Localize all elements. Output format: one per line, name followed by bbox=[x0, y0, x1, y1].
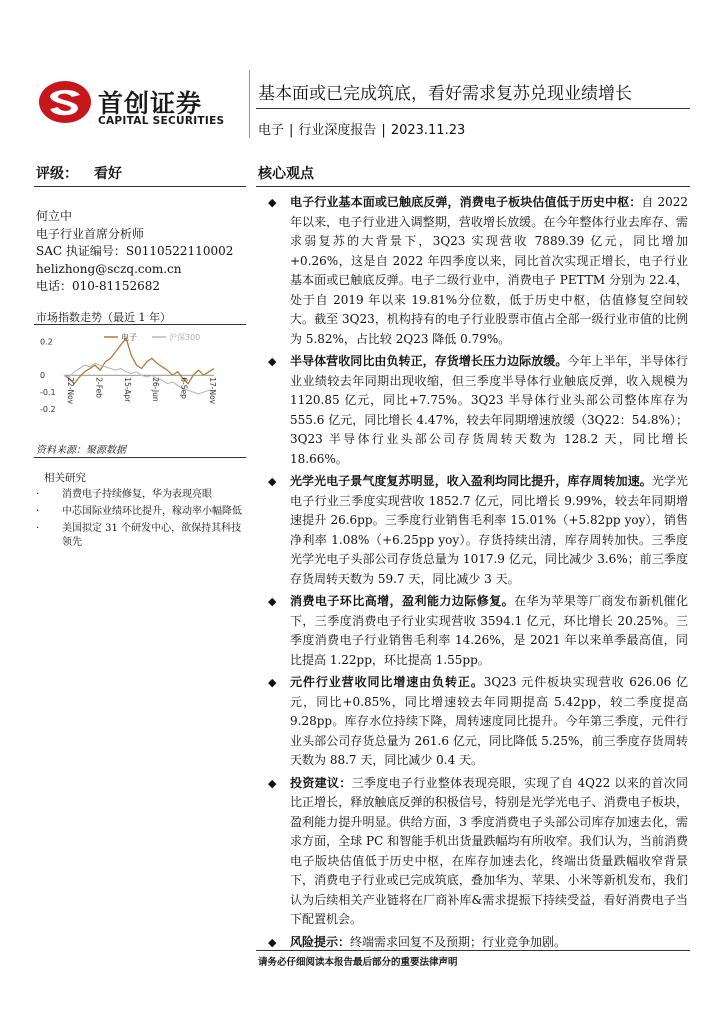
report-subtitle bbox=[258, 119, 465, 138]
diamond-bullet-icon: ◆ bbox=[268, 595, 277, 608]
company-logo-mark bbox=[38, 80, 92, 124]
core-view-body: 终端需求回复不及预期；行业竞争加剧。 bbox=[350, 934, 567, 949]
chart-y-tick-label: 0 bbox=[40, 371, 46, 381]
company-name-en: CAPITAL SECURITIES bbox=[98, 115, 225, 127]
core-view-body: 三季度电子行业整体表现亮眼，实现了自 4Q22 以来的首次同比正增长，释放触底反弹的积极信号，特别是光学光电子、消费电子板块，盈利能力提升明显。供给方面，3 季度消费电子头部公司库存加速去化，需求方面，全球 PC 和智能手机出货量跌幅均有所收窄。我们认为，当前消费电子版块估值低于历史中枢，在库存加速去化，终端出货量跌幅收窄背景下，消费电子行业或已完成筑底，叠加华为、苹果、小米等新机发布，我们认为后续相关产业链将在厂商补库&需求提振下持续受益，看好消费电子当下配置机会。 bbox=[290, 775, 688, 926]
core-view-body: 今年上半年，半导体行业业绩较去年同期出现收缩，但三季度半导体行业触底反弹，收入规模为 1120.85 亿元，同比+7.75%。3Q23 半导体行业头部公司整体库存为 555.6 亿元，同比增长 4.47%，较去年同期增速放缓（3Q22：54.8%）；3Q23 半导体行业头部公司存货周转天数为 128.2 天，同比增长 18.66%。 bbox=[290, 354, 688, 466]
bullet-dot: · bbox=[36, 523, 40, 534]
core-view-lead: 消费电子环比高增，盈利能力边际修复。 bbox=[290, 594, 515, 608]
related-item[interactable] bbox=[36, 488, 248, 502]
footer-rule bbox=[256, 950, 690, 951]
core-view-lead: 光学光电子景气度复苏明显，收入盈利均同比提升，库存周转加速。 bbox=[290, 474, 652, 488]
chart-x-tick-label: 6-Sep bbox=[179, 377, 189, 399]
analyst-info bbox=[36, 208, 233, 296]
right-rule bbox=[256, 186, 690, 187]
core-view-body: 在华为苹果等厂商发布新机催化下，三季度消费电子行业实现营收 3594.1 亿元，环比增长 20.25%。三季度消费电子行业销售毛利率 14.26%，是 2021 年以来单季最高值，同比提高 1.22pp，环比提高 1.55pp。 bbox=[290, 594, 688, 667]
diamond-bullet-icon: ◆ bbox=[268, 475, 277, 488]
chart-series-line-electronics bbox=[64, 338, 214, 384]
chart-x-tick-label: 15-Apr bbox=[122, 377, 132, 403]
report-title: 基本面或已完成筑底，看好需求复苏兑现业绩增长 bbox=[258, 84, 632, 104]
rating-value: 看好 bbox=[94, 166, 122, 182]
core-view-body: 3Q23 元件板块实现营收 626.06 亿元，同比+0.85%，同比增速较去年同期提高 5.42pp，较二季度提高 9.28pp。库存水位持续下降，周转速度同比提升。今年第三季度，元件行业头部公司存货总量为 261.6 亿元，同比降低 5.25%，前三季度存货周转天数为 88.7 天，同比减少 0.4 天。 bbox=[290, 675, 688, 767]
chart-x-tick-label: 17-Nov bbox=[208, 377, 217, 405]
chart-y-tick-label: -0.1 bbox=[40, 388, 56, 398]
core-view-item bbox=[268, 592, 688, 670]
related-item-text: 美国拟定 31 个研发中心，欲保持其科技领先 bbox=[62, 523, 242, 548]
subtitle-industry: 电子 bbox=[258, 123, 285, 138]
diamond-bullet-icon: ◆ bbox=[268, 676, 277, 689]
related-item[interactable] bbox=[36, 505, 248, 519]
core-view-lead: 半导体营收同比由负转正，存货增长压力边际放缓。 bbox=[290, 354, 568, 368]
title-rule bbox=[256, 108, 690, 109]
left-rule bbox=[34, 186, 246, 187]
diamond-bullet-icon: ◆ bbox=[268, 776, 277, 790]
core-view-item bbox=[268, 673, 688, 771]
analyst-email: helizhong@sczq.com.cn bbox=[36, 261, 182, 276]
core-views-title: 核心观点 bbox=[258, 166, 314, 182]
chart-legend-label: 电子 bbox=[121, 333, 137, 342]
core-view-lead: 风险提示： bbox=[290, 934, 351, 949]
related-item[interactable] bbox=[36, 522, 248, 550]
chart-x-tick-label: 22-Nov bbox=[66, 377, 75, 405]
diamond-bullet-icon: ◆ bbox=[268, 196, 277, 209]
company-name-cn: 首创证券 bbox=[98, 89, 203, 118]
bullet-dot: · bbox=[36, 489, 40, 500]
chart-x-tick-label: 2-Feb bbox=[94, 377, 104, 398]
chart-title: 市场指数走势（最近 1 年） bbox=[36, 311, 171, 324]
core-view-body: 光学光电子行业三季度实现营收 1852.7 亿元，同比增长 9.99%，较去年同期增速提升 26.6pp。三季度行业销售毛利率 15.01%（+5.82pp yoy），销售净利率 1.08%（+6.25pp yoy）。存货持续出清，库存周转加快。三季度光学光电子头部公司存货总量为 1017.9 亿元，同比减少 3.6%；前三季度存货周转天数为 59.7 天，同比减少 3 天。 bbox=[290, 474, 688, 586]
chart-source: 资料来源：聚源数据 bbox=[36, 445, 126, 456]
diamond-bullet-icon: ◆ bbox=[268, 935, 277, 949]
subtitle-separator: | bbox=[381, 123, 386, 138]
core-view-item bbox=[268, 774, 688, 930]
core-views-list bbox=[268, 193, 688, 955]
analyst-role: 电子行业首席分析师 bbox=[36, 226, 145, 241]
legal-disclaimer: 请务必仔细阅读本报告最后部分的重要法律声明 bbox=[258, 957, 458, 968]
core-view-item bbox=[268, 352, 688, 469]
subtitle-separator: | bbox=[289, 123, 294, 138]
core-view-item bbox=[268, 472, 688, 589]
chart-x-tick-label: 26-Jun bbox=[151, 377, 161, 402]
subtitle-type: 行业深度报告 bbox=[298, 123, 377, 138]
analyst-sac: SAC 执证编号：S0110522110002 bbox=[36, 244, 234, 258]
rating bbox=[36, 163, 122, 183]
bullet-dot: · bbox=[36, 506, 40, 517]
related-item-text: 中芯国际业绩环比提升，稼动率小幅降低 bbox=[62, 506, 242, 517]
header-divider bbox=[249, 70, 250, 138]
core-view-lead: 投资建议： bbox=[290, 775, 352, 790]
diamond-bullet-icon: ◆ bbox=[268, 355, 277, 368]
analyst-phone: 电话：010-81152682 bbox=[36, 279, 161, 293]
rating-label: 评级： bbox=[36, 166, 78, 182]
chart-bottom-rule bbox=[34, 457, 246, 458]
chart-y-tick-label: -0.2 bbox=[40, 405, 56, 414]
subtitle-date: 2023.11.23 bbox=[390, 123, 466, 138]
core-view-body: 自 2022 年以来，电子行业进入调整期，营收增长放缓。在今年整体行业去库存、需求弱复苏的大背景下，3Q23 实现营收 7889.39 亿元，同比增加 +0.26%，这是自 2022 年四季度以来，同比首次实现正增长，电子行业基本面或已触底反弹。电子二级行业中，消费电子 PETTM 分别为 22.4，处于自 2019 年以来 19.81%分位数，低于历史中枢，估值修复空间较大。截至 3Q23，机构持有的电子行业股票市值占全部一级行业市值的比例为 5.82%，占比较 2Q23 降低 0.79%。 bbox=[290, 195, 688, 346]
core-view-item bbox=[268, 193, 688, 349]
analyst-name: 何立中 bbox=[36, 209, 73, 223]
core-view-lead: 电子行业基本面或已触底反弹，消费电子板块估值低于历史中枢： bbox=[290, 195, 642, 209]
market-index-chart bbox=[34, 327, 246, 437]
related-research-title: 相关研究 bbox=[44, 472, 86, 484]
chart-y-tick-label: 0.2 bbox=[40, 337, 53, 347]
chart-legend-label: 沪深300 bbox=[169, 333, 201, 342]
chart-top-rule bbox=[34, 324, 246, 325]
related-item-text: 消费电子持续修复，华为表现亮眼 bbox=[62, 489, 212, 500]
core-view-lead: 元件行业营收同比增速由负转正。 bbox=[290, 675, 484, 689]
related-research-list bbox=[36, 488, 248, 553]
